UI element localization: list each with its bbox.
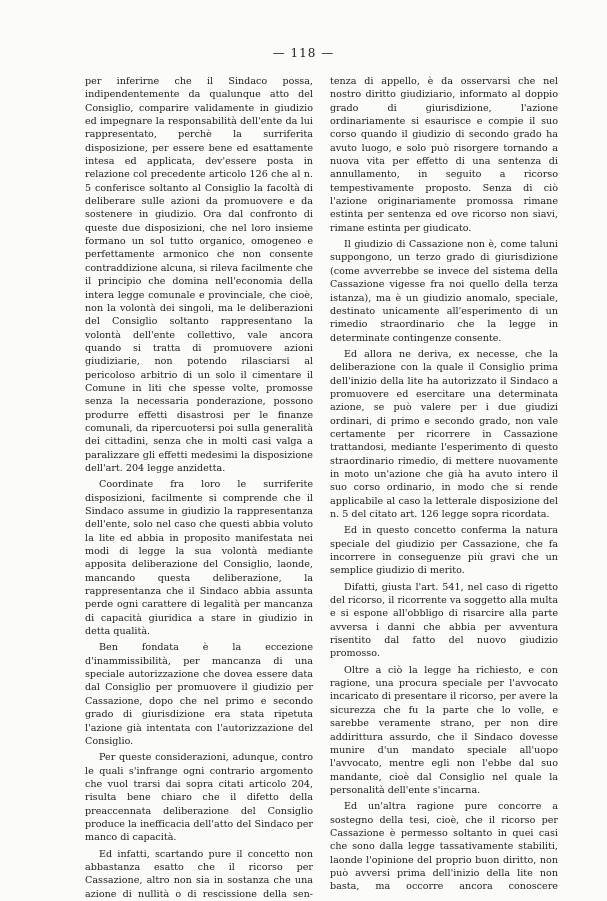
paragraph: per inferirne che il Sindaco possa, indipendentemente da qualunque atto del Consiglio, comparire validamente in giudizio ed impegnare la responsabilità dell'ente da lui rappresentato, perchè la surriferita disposizione, per essere bene ed esattamente intesa ed applicata, dev'essere posta in relazione col precedente articolo 126 che al n. 5 conferisce soltanto al Consiglio la facoltà di deliberare sulle azioni da promuovere e da sostenere in giudizio. Ora dal confronto di queste due disposizioni, che nel loro insieme formano un sol tutto organico, omogeneo e perfettamente armonico che non consente contraddizione alcuna, si rileva facilmente che il principio che domina nell'economia della intera legge comunale e provinciale, che cioè, non la volontà dei singoli, ma le deliberazioni del Consiglio soltanto rappresentano la volontà dell'ente collettivo, vale ancora quando si tratta di promuovere azioni giudiziarie, non potendo rilasciarsi al pericoloso arbitrio di un solo il cimentare il Comune in liti che spesse volte, promosse senza la necessaria ponderazione, possono produrre effetti disastrosi per le finanze comunali, da ripercuotersi poi sulla generalità dei cittadini, senza che in molti casi valga a paralizzare gli effetti medesimi la disposizione dell'art. 204 legge anzidetta. xyxy=(85,76,313,474)
paragraph: Ed allora ne deriva, ex necesse, che la deliberazione con la quale il Consiglio prima dell'inizio della lite ha autorizzato il Sindaco a promuovere ed esercitare una determinata azione, se può valere per i due giudizi ordinari, di primo e secondo grado, non vale certamente per ricorrere in Cassazione trattandosi, mediante l'esperimento di questo straordinario rimedio, di mettere nuovamente in moto un'azione che già ha avuto intero il suo corso ordinario, in modo che si rende applicabile al caso la letterale disposizione del n. 5 del citato art. 126 legge sopra ricordata. xyxy=(330,348,558,520)
paragraph: Ed infatti, scartando pure il concetto non abbastanza esatto che il ricorso per Cassazione, altro non sia in sostanza che una azione di nullità o di rescissione della sen- xyxy=(85,848,313,900)
paragraph: Difatti, giusta l'art. 541, nel caso di rigetto del ricorso, il ricorrente va soggetto alla multa e si espone all'obbligo di risarcire alla parte avversa i danni che abbia per avventura risentito dal fatto del nuovo giudizio promosso. xyxy=(330,581,558,660)
right-column xyxy=(330,75,558,894)
left-column xyxy=(85,75,313,901)
paragraph: Per queste considerazioni, adunque, contro le quali s'infrange ogni contrario argomento che vuol trarsi dai sopra citati articolo 204, risulta bene chiaro che il difetto della preaccennata deliberazione del Consiglio produce la inefficacia dell'atto del Sindaco per manco di capacità. xyxy=(85,752,313,844)
paragraph: tenza di appello, è da osservarsi che nel nostro diritto giudiziario, informato al doppio grado di giurisdizione, l'azione ordinariamente si esaurisce e compie il suo corso quando il giudizio di secondo grado ha avuto luogo, e solo può risorgere tornando a nuova vita per effetto di una sentenza di annullamento, in seguito a ricorso tempestivamente proposto. Senza di ciò l'azione originariamente promossa rimane estinta per sentenza ed ove ricorso non siavi, rimane estinta per giudicato. xyxy=(330,76,558,234)
paragraph: Ed in questo concetto conferma la natura speciale del giudizio per Cassazione, che fa incorrere in conseguenze più gravi che un semplice giudizio di merito. xyxy=(330,525,558,577)
paragraph: Coordinate fra loro le surriferite disposizioni, facilmente si comprende che il Sindaco assume in giudizio la rappresentanza dell'ente, solo nel caso che questi abbia voluto la lite ed abbia in proposito manifestata nei modi di legge la sua volontà mediante apposita deliberazione del Consiglio, laonde, mancando questa deliberazione, la rappresentanza che il Sindaco abbia assunta perde ogni carattere di legalità per mancanza di capacità giuridica a stare in giudizio in detta qualità. xyxy=(85,479,313,638)
page-number: — 118 — xyxy=(272,46,335,60)
paragraph: Ben fondata è la eccezione d'inammissibilità, per mancanza di una speciale autorizzazione che dovea essere data dal Consiglio per promuovere il giudizio per Cassazione, dopo che nel primo e secondo grado di giurisdizione era stata ripetuta l'azione già intentata con l'autorizzazione del Consiglio. xyxy=(85,642,313,747)
paragraph: Il giudizio di Cassazione non è, come taluni suppongono, un terzo grado di giurisdizione (come avverrebbe se invece del sistema della Cassazione vigesse fra noi quello della terza istanza), ma è un giudizio anomalo, speciale, destinato unicamente all'esperimento di un rimedio straordinario che la legge in determinate contingenze consente. xyxy=(330,239,558,344)
paragraph: Oltre a ciò la legge ha richiesto, e con ragione, una procura speciale per l'avvocato incaricato di presentare il ricorso, per avere la sicurezza che fu la parte che lo volle, e sarebbe veramente strano, per non dire addirittura assurdo, che il Sindaco dovesse munire d'un mandato speciale all'uopo l'avvocato, mentre egli non l'ebbe dal suo mandante, cioè dal Consiglio nel quale la personalità dell'ente s'incarna. xyxy=(330,664,558,796)
paragraph: Ed un'altra ragione pure concorre a sostegno della tesi, cioè, che il ricorso per Cassazione è permesso soltanto in quei casi che sono dalla legge tassativamente stabiliti, laonde l'opinione del proprio buon diritto, non può avversi prima dell'inizio della lite non basta, ma occorre ancora conoscere xyxy=(330,801,558,893)
